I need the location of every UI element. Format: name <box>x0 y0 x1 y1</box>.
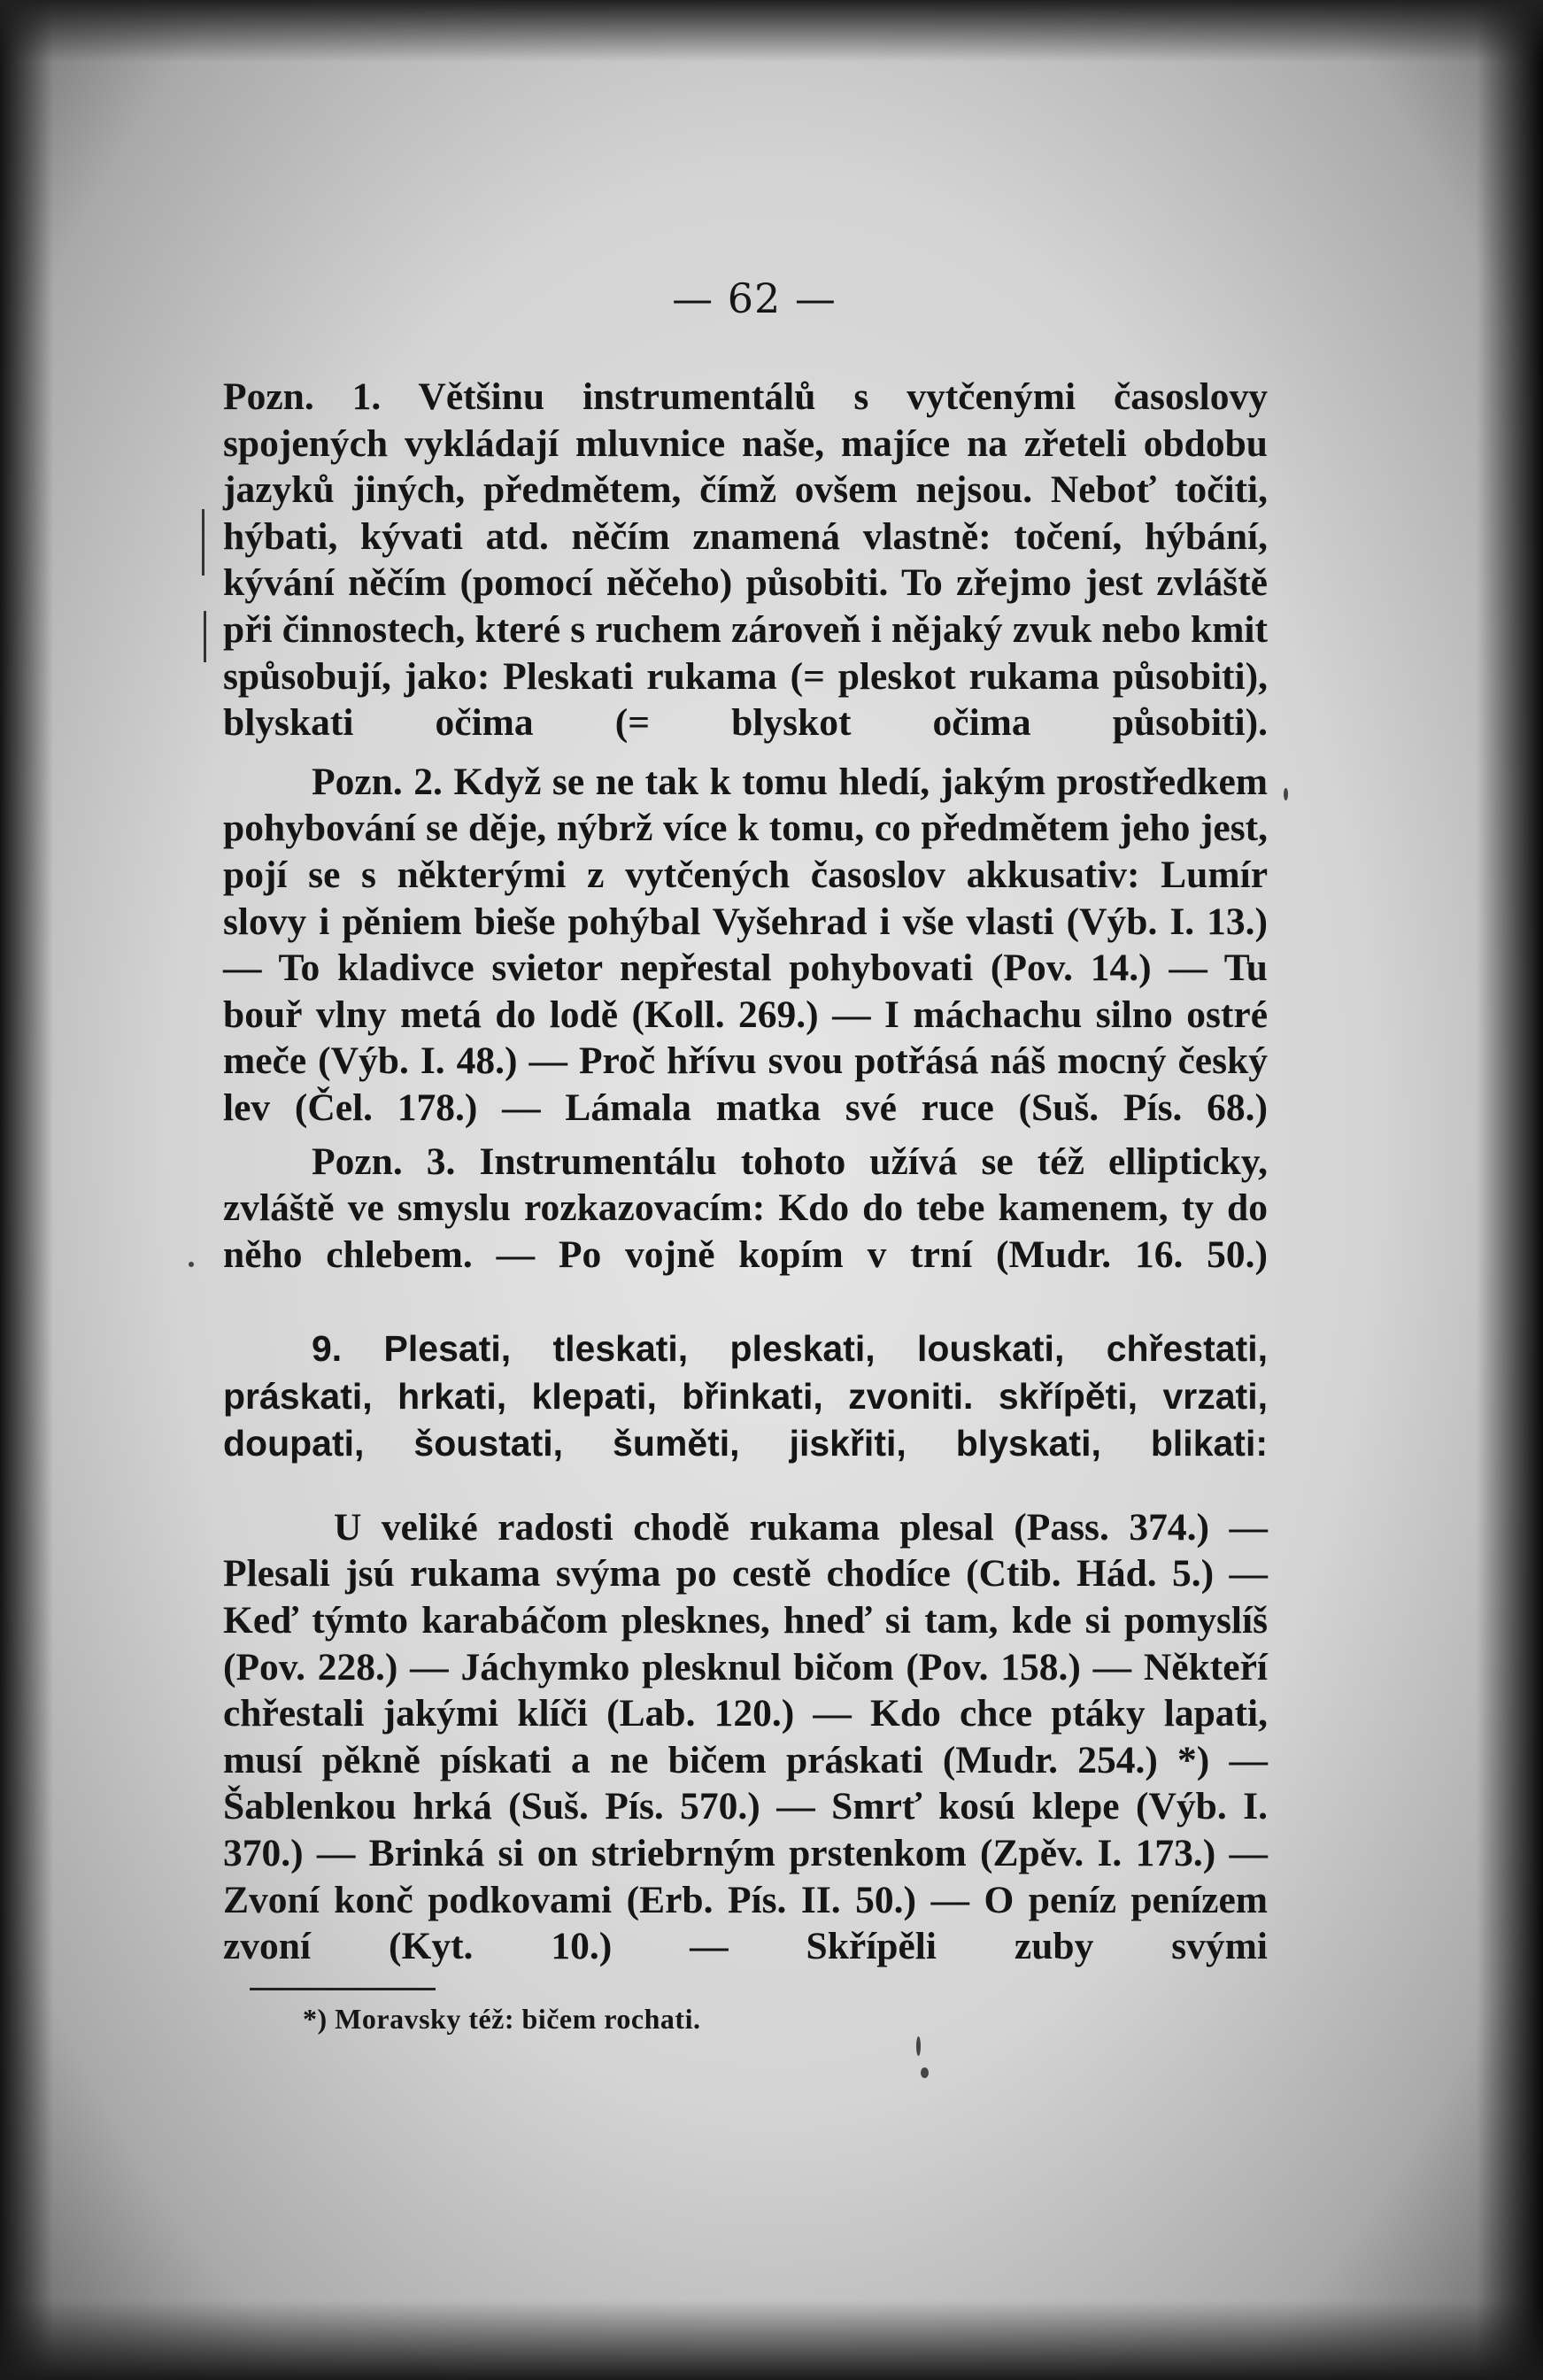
note-3: Pozn. 3. Instrumentálu tohoto užívá se též ellipticky, zvláště ve smyslu rozkazovacím: Kdo do tebe kamenem, ty do něho chlebem. — Po vojně kopím v trní (Mudr. 16. 50.) <box>223 1140 1268 1276</box>
scan-edge-right <box>1477 0 1543 2380</box>
scan-edge-left <box>0 0 53 2380</box>
page-number: — 62 — <box>672 274 837 322</box>
scan-speck <box>916 2036 921 2056</box>
margin-mark <box>204 611 206 662</box>
footnote: *) Moravsky též: bičem rochati. <box>303 2002 701 2035</box>
book-page <box>223 274 1268 2036</box>
section-9-heading: 9. Plesati, tleskati, pleskati, louskati, chřestati, práskati, hrkati, klepati, břinkati, zvoniti. skřípěti, vrzati, doupati, šoustati, šuměti, jiskřiti, blyskati, blikati: <box>223 1328 1268 1464</box>
scan-edge-top <box>0 0 1543 62</box>
scan-speck <box>921 2067 929 2078</box>
footnote-rule <box>250 1988 436 1990</box>
margin-mark <box>202 509 204 576</box>
scan-edge-bottom <box>0 2300 1543 2380</box>
section-9-body: U veliké radosti chodě rukama plesal (Pass. 374.) — Plesali jsú rukama svýma po cestě chodíce (Ctib. Hád. 5.) — Keď týmto karabáčom plesknes, hneď si tam, kde si pomyslíš (Pov. 228.) — Jáchymko plesknul bičom (Pov. 158.) — Někteří chřestali jakými klíči (Lab. 120.) — Kdo chce ptáky lapati, musí pěkně pískati a ne bičem práskati (Mudr. 254.) *) — Šablenkou hrká (Suš. Pís. 570.) — Smrť kosú klepe (Výb. I. 370.) — Brinká si on striebrným prstenkom (Zpěv. I. 173.) — Zvoní konč podkovami (Erb. Pís. II. 50.) — O peníz penízem zvoní (Kyt. 10.) — Skřípěli zuby svými <box>223 1505 1268 1968</box>
note-1: Pozn. 1. Většinu instrumentálů s vytčenými časoslovy spojených vykládají mluvnice naše, majíce na zřeteli obdobu jazyků jiných, předmětem, čímž ovšem nejsou. Neboť točiti, hýbati, kývati atd. něčím znamená vlastně: točení, hýbání, kývání něčím (pomocí něčeho) působiti. To zřejmo jest zvláště při činnostech, které s ruchem zároveň i nějaký zvuk nebo kmit spůsobují, jako: Pleskati rukama (= pleskot rukama působiti), blyskati očima (= blyskot očima působiti). <box>223 375 1268 745</box>
scan-speck <box>189 1262 194 1267</box>
scan-speck <box>1284 788 1288 800</box>
note-2: Pozn. 2. Když se ne tak k tomu hledí, jakým prostředkem pohybování se děje, nýbrž více k tomu, co předmětem jeho jest, pojí se s některými z vytčených časoslov akkusativ: Lumír slovy i pěniem bieše pohýbal Vyšehrad i vše vlasti (Výb. I. 13.) — To kladivce svietor nepřestal pohybovati (Pov. 14.) — Tu bouř vlny metá do lodě (Koll. 269.) — I máchachu silno ostré meče (Výb. I. 48.) — Proč hřívu svou potřásá náš mocný český lev (Čel. 178.) — Lámala matka své ruce (Suš. Pís. 68.) <box>223 760 1268 1129</box>
